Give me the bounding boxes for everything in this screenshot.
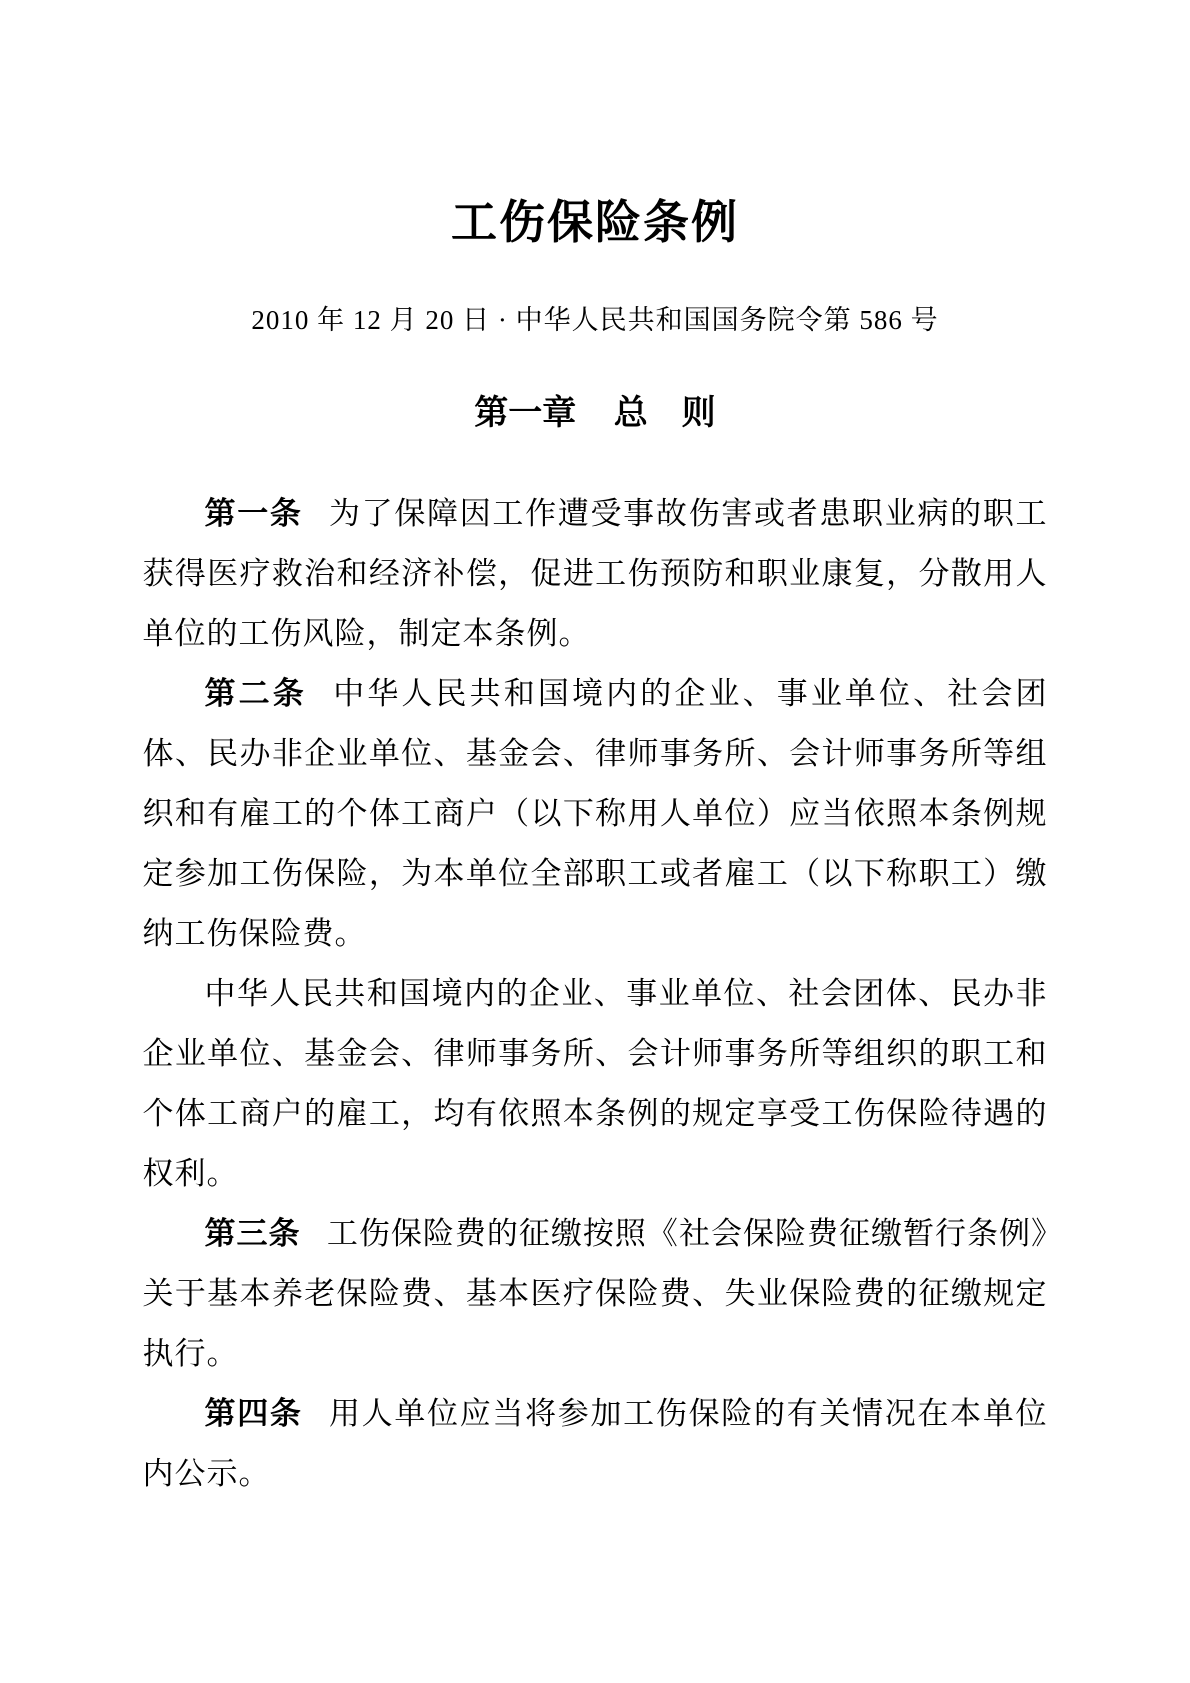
- paragraph-article-3: [143, 1204, 1048, 1384]
- issuance-line: 2010 年 12 月 20 日 · 中华人民共和国国务院令第 586 号: [251, 305, 939, 335]
- article-2-label: 第二条: [204, 675, 307, 711]
- article-3-text: 工伤保险费的征缴按照《社会保险费征缴暂行条例》关于基本养老保险费、基本医疗保险费、失业保险费的征缴规定执行。: [142, 1215, 1048, 1371]
- document-content: [143, 0, 1048, 1504]
- article-4-text: 用人单位应当将参加工伤保险的有关情况在本单位内公示。: [142, 1395, 1048, 1491]
- chapter-number: 第一章: [474, 393, 577, 432]
- paragraph-article-2: [143, 664, 1048, 964]
- article-3-label: 第三条: [204, 1215, 301, 1251]
- document-title: 工伤保险条例: [451, 197, 739, 248]
- paragraph-article-4: [143, 1384, 1048, 1504]
- article-1-label: 第一条: [204, 495, 303, 531]
- chapter-heading: [143, 393, 1048, 434]
- article-1-text: 为了保障因工作遭受事故伤害或者患职业病的职工获得医疗救治和经济补偿，促进工伤预防和职业康复，分散用人单位的工伤风险，制定本条例。: [142, 495, 1048, 651]
- article-2-continuation-text: 中华人民共和国境内的企业、事业单位、社会团体、民办非企业单位、基金会、律师事务所、会计师事务所等组织的职工和个体工商户的雇工，均有依照本条例的规定享受工伤保险待遇的权利。: [142, 975, 1048, 1191]
- paragraph-article-1: [143, 484, 1048, 664]
- article-2-text: 中华人民共和国境内的企业、事业单位、社会团体、民办非企业单位、基金会、律师事务所、会计师事务所等组织和有雇工的个体工商户（以下称用人单位）应当依照本条例规定参加工伤保险，为本单位全部职工或者雇工（以下称职工）缴纳工伤保险费。: [142, 675, 1048, 951]
- article-4-label: 第四条: [204, 1395, 303, 1431]
- chapter-title: 总 则: [613, 393, 716, 432]
- paragraph-article-2-continuation: [143, 964, 1048, 1204]
- document-body: [143, 484, 1048, 1504]
